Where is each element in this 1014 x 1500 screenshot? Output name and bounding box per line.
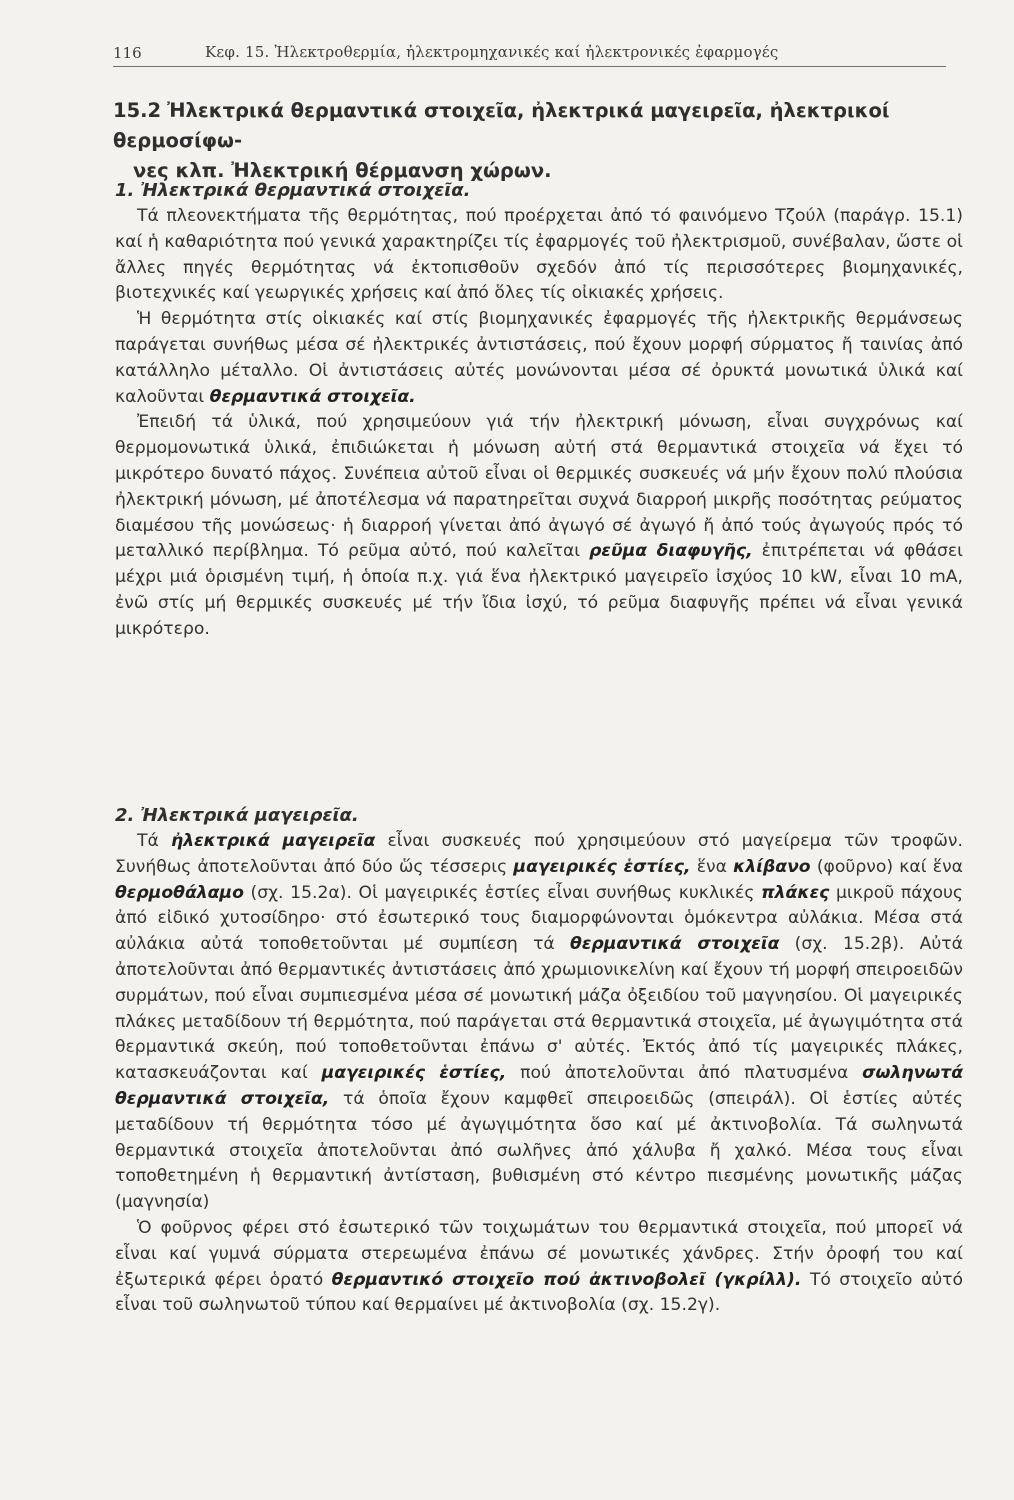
paragraph bbox=[115, 829, 963, 1216]
paragraph bbox=[115, 307, 963, 410]
paragraph-text: πού ἀποτελοῦνται ἀπό πλατυσμένα bbox=[506, 1063, 863, 1084]
emphasized-term: μαγειρικές ἑστίες, bbox=[513, 856, 691, 877]
emphasized-term: σωληνωτά θερμαντικά στοιχεῖα, bbox=[115, 1063, 963, 1109]
running-header bbox=[113, 40, 946, 67]
paragraph-text: Τά πλεονεκτήματα τῆς θερμότητας, πού προέρχεται ἀπό τό φαινόμενο Τζούλ (παράγρ. 15.1) καί ἡ καθαριότητα πού γενικά χαρακτηρίζει τίς ἐφαρμογές τοῦ ἠλεκτρισμοῦ, συνέβαλαν, ὥστε οἱ ἄλλες πηγές θερμότητας νά ἐκτοπισθοῦν σχεδόν ἀπό τίς περισσότερες βιομηχανικές, βιοτεχνικές καί γεωργικές χρήσεις καί ἀπό ὅλες τίς οἰκιακές χρήσεις. bbox=[115, 206, 963, 304]
paragraph-text: ἕνα bbox=[690, 856, 734, 877]
emphasized-term: θερμοθάλαμο bbox=[115, 882, 244, 903]
paragraph-text: μικροῦ πάχους ἀπό εἰδικό χυτοσίδηρο· στό ἐσωτερικό τους διαμορφώνονται ὁμόκεντρα αὐλάκια. Μέσα στά αὐλάκια αὐτά τοποθετοῦνται μέ συμπίεση τά bbox=[115, 882, 963, 955]
subsection-heat-elements bbox=[115, 178, 963, 643]
section-heading bbox=[113, 96, 963, 186]
emphasized-term: ἠλεκτρικά μαγειρεῖα bbox=[170, 831, 376, 851]
paragraph-text: Τά bbox=[137, 831, 171, 851]
section-title-line1: Ἠλεκτρικά θερμαντικά στοιχεῖα, ἠλεκτρικά μαγειρεῖα, ἠλεκτρικοί θερμοσίφω- bbox=[113, 99, 890, 152]
paragraph-text: Ὁ φοῦρνος φέρει στό ἐσωτερικό τῶν τοιχωμάτων του θερμαντικά στοιχεῖα, πού μπορεῖ νά εἶναι καί γυμνά σύρματα στερεωμένα ἐπάνω σέ μονωτικές χάνδρες. Στήν ὀροφή του καί ἐξωτερικά φέρει ὁρατό bbox=[115, 1217, 963, 1290]
paragraph-text: ἐπιτρέπεται νά φθάσει μέχρι μιά ὁρισμένη τιμή, ἡ ὁποία π.χ. γιά ἕνα ἠλεκτρικό μαγειρεῖο ἰσχύος 10 kW, εἶναι 10 mA, ἐνῶ στίς μή θερμικές συσκευές μέ τήν ἴδια ἰσχύ, τό ρεῦμα διαφυγῆς πρέπει νά εἶναι γενικά μικρότερο. bbox=[115, 541, 963, 639]
emphasized-term: θερμαντικό στοιχεῖο πού ἀκτινοβολεῖ (γκρίλλ). bbox=[331, 1269, 802, 1290]
paragraph-text: (σχ. 15.2α). Οἱ μαγειρικές ἑστίες εἶναι συνήθως κυκλικές bbox=[243, 882, 762, 903]
paragraph-text: Τό στοιχεῖο αὐτό εἶναι τοῦ σωληνωτοῦ τύπου καί θερμαίνει μέ ἀκτινοβολία (σχ. 15.2γ). bbox=[115, 1269, 964, 1316]
paragraph bbox=[115, 410, 963, 642]
paragraph-text: Ἡ θερμότητα στίς οἰκιακές καί στίς βιομηχανικές ἐφαρμογές τῆς ἠλεκτρικῆς θερμάνσεως παράγεται συνήθως μέσα σέ ἠλεκτρικές ἀντιστάσεις, πού ἔχουν μορφή σύρματος ἤ ταινίας ἀπό κατάλληλο μέταλλο. Οἱ ἀντιστάσεις αὐτές μονώνονται μέσα σέ ὀρυκτά μονωτικά ὑλικά καί καλοῦνται bbox=[115, 309, 963, 407]
subsection-heading: 2. Ἠλεκτρικά μαγειρεῖα. bbox=[115, 805, 359, 826]
page-number: 116 bbox=[113, 44, 142, 62]
paragraph-text: τά ὁποῖα ἔχουν καμφθεῖ σπειροειδῶς (σπειράλ). Οἱ ἑστίες αὐτές μεταδίδουν τή θερμότητα τόσο μέ ἀγωγιμότητα ὅσο καί μέ ἀκτινοβολία. Τά σωληνωτά θερμαντικά στοιχεῖα ἀποτελοῦνται ἀπό σωλῆνες ἀπό χάλυβα ἤ χαλκό. Μέσα τους εἶναι τοποθετημένη ἡ θερμαντική ἀντίσταση, βυθισμένη στό κέντρο πιεσμένης μονωτικῆς μάζας (μαγνησία) bbox=[115, 1088, 963, 1213]
paragraph-text: (σχ. 15.2β). Αὐτά ἀποτελοῦνται ἀπό θερμαντικές ἀντιστάσεις ἀπό χρωμιονικελίνη καί ἔχουν τή μορφή σπειροειδῶν συρμάτων, πού εἶναι συμπιεσμένα μέσα σέ μονωτική μάζα ὀξειδίου τοῦ μαγνησίου. Οἱ μαγειρικές πλάκες μεταδίδουν τή θερμότητα, πού παράγεται στά θερμαντικά στοιχεῖα, μέ ἀγωγιμότητα στά θερμαντικά σκεύη, πού τοποθετοῦνται ἐπάνω σ' αὐτές. Ἐκτός ἀπό τίς μαγειρικές πλάκες, κατασκευάζονται καί bbox=[115, 934, 963, 1084]
emphasized-term: κλίβανο bbox=[733, 856, 811, 877]
paragraph bbox=[115, 204, 963, 307]
section-title-line2: νες κλπ. Ἠλεκτρική θέρμανση χώρων. bbox=[133, 159, 552, 182]
paragraph-text: εἶναι συσκευές πού χρησιμεύουν στό μαγείρεμα τῶν τροφῶν. Συνήθως ἀποτελοῦνται ἀπό δύο ὥς τέσσερις bbox=[115, 831, 963, 877]
subsection-heading: 1. Ἠλεκτρικά θερμαντικά στοιχεῖα. bbox=[115, 180, 471, 201]
paragraph-text: Ἐπειδή τά ὑλικά, πού χρησιμεύουν γιά τήν ἠλεκτρική μόνωση, εἶναι συγχρόνως καί θερμομονωτικά ὑλικά, ἐπιδιώκεται ἡ μόνωση αὐτή στά θερμαντικά στοιχεῖα νά ἔχει τό μικρότερο δυνατό πάχος. Συνέπεια αὐτοῦ εἶναι οἱ θερμικές συσκευές νά μήν ἔχουν πολύ πλούσια ἠλεκτρική μόνωση, μέ ἀποτέλεσμα νά παρατηρεῖται συχνά διαρροή μικρῆς ποσότητας ρεύματος διαμέσου τῆς μονώσεως· ἡ διαρροή γίνεται ἀπό ἀγωγό σέ ἀγωγό ἤ ἀπό τούς ἀγωγούς πρός τό μεταλλικό περίβλημα. Τό ρεῦμα αὐτό, πού καλεῖται bbox=[115, 412, 963, 562]
emphasized-term: πλάκες bbox=[761, 882, 830, 903]
emphasized-term: θερμαντικά στοιχεῖα bbox=[570, 934, 780, 955]
emphasized-term: μαγειρικές ἑστίες, bbox=[321, 1063, 507, 1084]
subsection-electric-stoves bbox=[115, 803, 963, 1319]
paragraph-text: (φοῦρνο) καί ἕνα bbox=[810, 856, 964, 877]
chapter-title: Κεφ. 15. Ἠλεκτροθερμία, ἠλεκτρομηχανικές καί ἠλεκτρονικές ἐφαρμογές bbox=[205, 43, 779, 61]
paragraph bbox=[115, 1216, 963, 1319]
section-number: 15.2 bbox=[113, 99, 162, 122]
emphasized-term: ρεῦμα διαφυγῆς, bbox=[589, 541, 753, 562]
emphasized-term: θερμαντικά στοιχεῖα. bbox=[209, 386, 416, 407]
